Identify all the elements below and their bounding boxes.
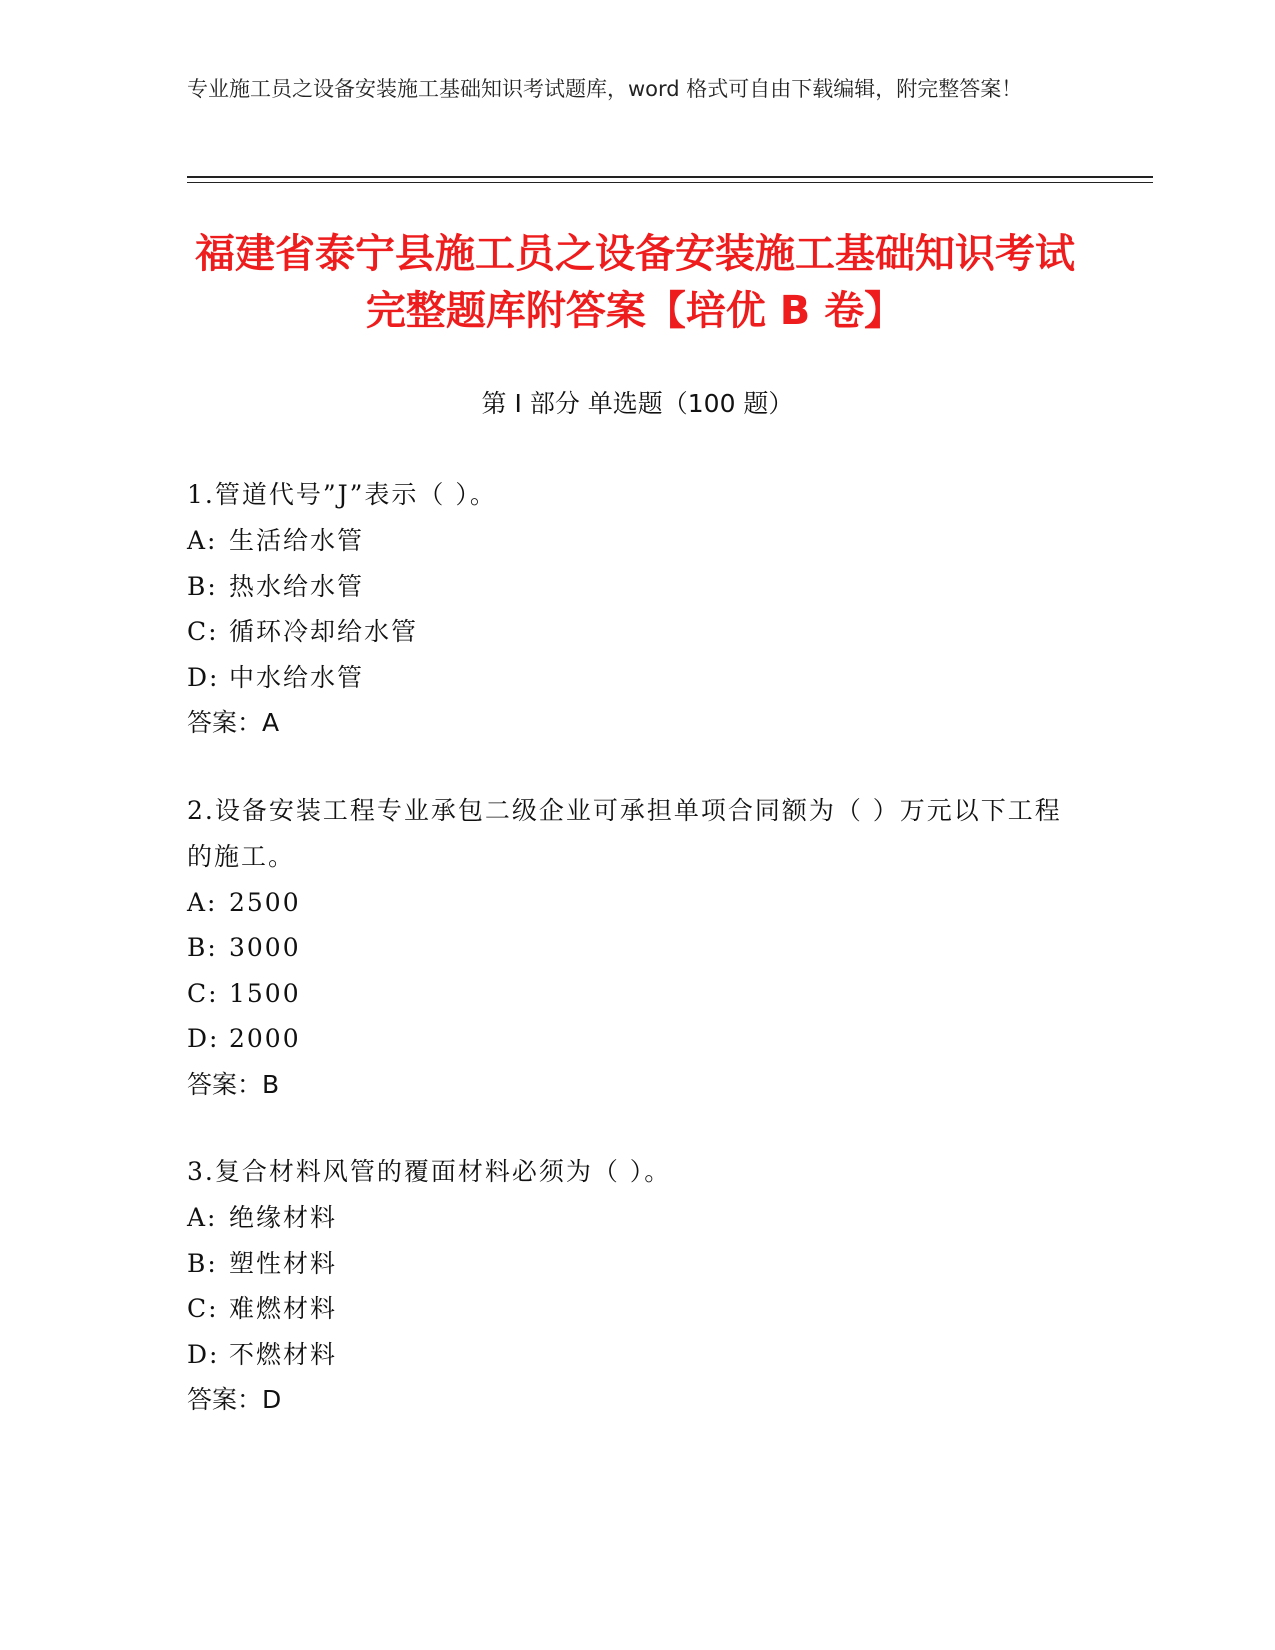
option-key: C: xyxy=(187,978,219,1008)
option-c xyxy=(187,971,1087,1017)
header-divider-thick xyxy=(187,176,1153,178)
option-key: A: xyxy=(187,1203,218,1232)
option-b xyxy=(187,925,1087,971)
option-text: 热水给水管 xyxy=(229,571,365,601)
option-d xyxy=(187,655,1087,701)
option-text: 2500 xyxy=(229,887,301,917)
option-b xyxy=(187,1241,1087,1287)
option-b xyxy=(187,564,1087,610)
option-key: A: xyxy=(187,526,218,555)
option-text: 中水给水管 xyxy=(229,662,365,692)
option-a xyxy=(187,1195,1087,1241)
question-stem: 2.设备安装工程专业承包二级企业可承担单项合同额为（ ）万元以下工程的施工。 xyxy=(187,795,1062,871)
question-2 xyxy=(187,788,1087,1108)
option-key: C: xyxy=(187,617,219,646)
document-title: 福建省泰宁县施工员之设备安装施工基础知识考试完整题库附答案【培优 B 卷】 xyxy=(195,231,1075,334)
option-c xyxy=(187,609,1087,655)
section-heading: 第 I 部分 单选题（100 题） xyxy=(481,389,794,418)
option-text: 1500 xyxy=(229,978,301,1008)
option-text: 生活给水管 xyxy=(229,526,365,555)
question-3 xyxy=(187,1149,1087,1423)
option-d xyxy=(187,1016,1087,1062)
question-answer: 答案：B xyxy=(187,1069,280,1099)
question-list xyxy=(187,472,1087,1465)
option-text: 不燃材料 xyxy=(229,1339,338,1369)
option-text: 绝缘材料 xyxy=(229,1203,338,1232)
option-key: B: xyxy=(187,571,218,601)
option-key: C: xyxy=(187,1294,219,1323)
option-c xyxy=(187,1286,1087,1332)
header-divider-thin xyxy=(187,182,1153,183)
question-stem: 3.复合材料风管的覆面材料必须为（ ）。 xyxy=(187,1157,672,1186)
option-key: B: xyxy=(187,1248,218,1278)
option-key: A: xyxy=(187,887,218,917)
option-text: 3000 xyxy=(229,933,301,962)
option-key: D: xyxy=(187,662,220,692)
option-text: 循环冷却给水管 xyxy=(229,617,419,646)
option-a xyxy=(187,518,1087,564)
option-a xyxy=(187,880,1087,926)
option-key: D: xyxy=(187,1024,220,1053)
question-stem: 1.管道代号”J”表示（ ）。 xyxy=(187,480,497,509)
option-d xyxy=(187,1332,1087,1378)
question-answer: 答案：D xyxy=(187,1385,282,1414)
option-text: 难燃材料 xyxy=(229,1294,338,1323)
header-note: 专业施工员之设备安装施工基础知识考试题库，word 格式可自由下载编辑，附完整答案！ xyxy=(187,77,1023,101)
question-answer: 答案：A xyxy=(187,708,280,737)
option-key: B: xyxy=(187,933,218,962)
option-text: 塑性材料 xyxy=(229,1248,338,1278)
question-1 xyxy=(187,472,1087,746)
option-text: 2000 xyxy=(229,1024,301,1053)
option-key: D: xyxy=(187,1339,220,1369)
